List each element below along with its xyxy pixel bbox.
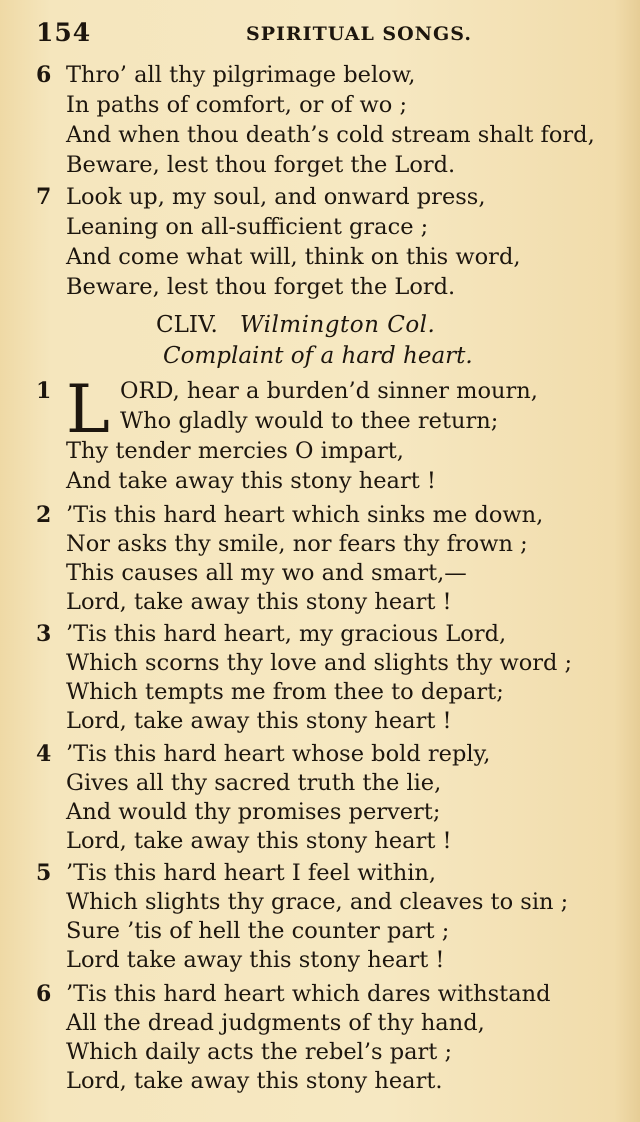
verse-line: ’Tis this hard heart I feel within, [66, 860, 437, 886]
verse-number: 4 [36, 741, 52, 767]
verse-line: Lord, take away this stony heart ! [66, 589, 452, 615]
verse-line: And take away this stony heart ! [66, 468, 436, 494]
verse-line: Thro’ all thy pilgrimage below, [66, 62, 416, 88]
verse-line: Who gladly would to thee return; [120, 408, 499, 434]
verse-line: And come what will, think on this word, [66, 244, 521, 270]
verse-line: ’Tis this hard heart which dares withstand [66, 981, 551, 1007]
verse-line: Lord take away this stony heart ! [66, 947, 445, 973]
verse-line: In paths of comfort, or of wo ; [66, 92, 408, 118]
hymn-tune: Wilmington Col. [239, 312, 436, 338]
verse-line: ’Tis this hard heart, my gracious Lord, [66, 621, 507, 647]
running-title: SPIRITUAL SONGS. [246, 23, 472, 45]
verse-line: Which scorns thy love and slights thy word ; [66, 650, 573, 676]
verse-line: Look up, my soul, and onward press, [66, 184, 486, 210]
verse-number: 6 [36, 981, 52, 1007]
verse-line: Leaning on all-sufficient grace ; [66, 214, 429, 240]
verse-number: 1 [36, 378, 52, 404]
verse-line: Beware, lest thou forget the Lord. [66, 152, 456, 178]
verse-line: All the dread judgments of thy hand, [66, 1010, 485, 1036]
verse-line: Beware, lest thou forget the Lord. [66, 274, 456, 300]
verse-line: ORD, hear a burden’d sinner mourn, [120, 378, 538, 404]
page-number: 154 [36, 18, 92, 47]
hymn-number: CLIV. [156, 312, 218, 338]
verse-number: 7 [36, 184, 52, 210]
verse-line: Nor asks thy smile, nor fears thy frown ; [66, 531, 528, 557]
verse-line: Sure ’tis of hell the counter part ; [66, 918, 450, 944]
verse-number: 5 [36, 860, 52, 886]
hymn-title: Complaint of a hard heart. [163, 343, 473, 369]
verse-line: Which tempts me from thee to depart; [66, 679, 504, 705]
verse-line: ’Tis this hard heart which sinks me down, [66, 502, 544, 528]
verse-line: Thy tender mercies O impart, [66, 438, 404, 464]
verse-number: 6 [36, 62, 52, 88]
verse-line: And when thou death’s cold stream shalt ford, [66, 122, 595, 148]
verse-line: Which slights thy grace, and cleaves to sin ; [66, 889, 569, 915]
verse-line: And would thy promises pervert; [66, 799, 441, 825]
drop-cap: L [66, 371, 110, 448]
verse-number: 2 [36, 502, 52, 528]
verse-line: Lord, take away this stony heart. [66, 1068, 443, 1094]
verse-line: Lord, take away this stony heart ! [66, 708, 452, 734]
verse-number: 3 [36, 621, 52, 647]
verse-line: ’Tis this hard heart whose bold reply, [66, 741, 491, 767]
verse-line: Lord, take away this stony heart ! [66, 828, 452, 854]
verse-line: This causes all my wo and smart,— [66, 560, 467, 586]
verse-line: Gives all thy sacred truth the lie, [66, 770, 442, 796]
verse-line: Which daily acts the rebel’s part ; [66, 1039, 453, 1065]
page-header [36, 18, 616, 48]
hymn-heading [156, 312, 435, 338]
